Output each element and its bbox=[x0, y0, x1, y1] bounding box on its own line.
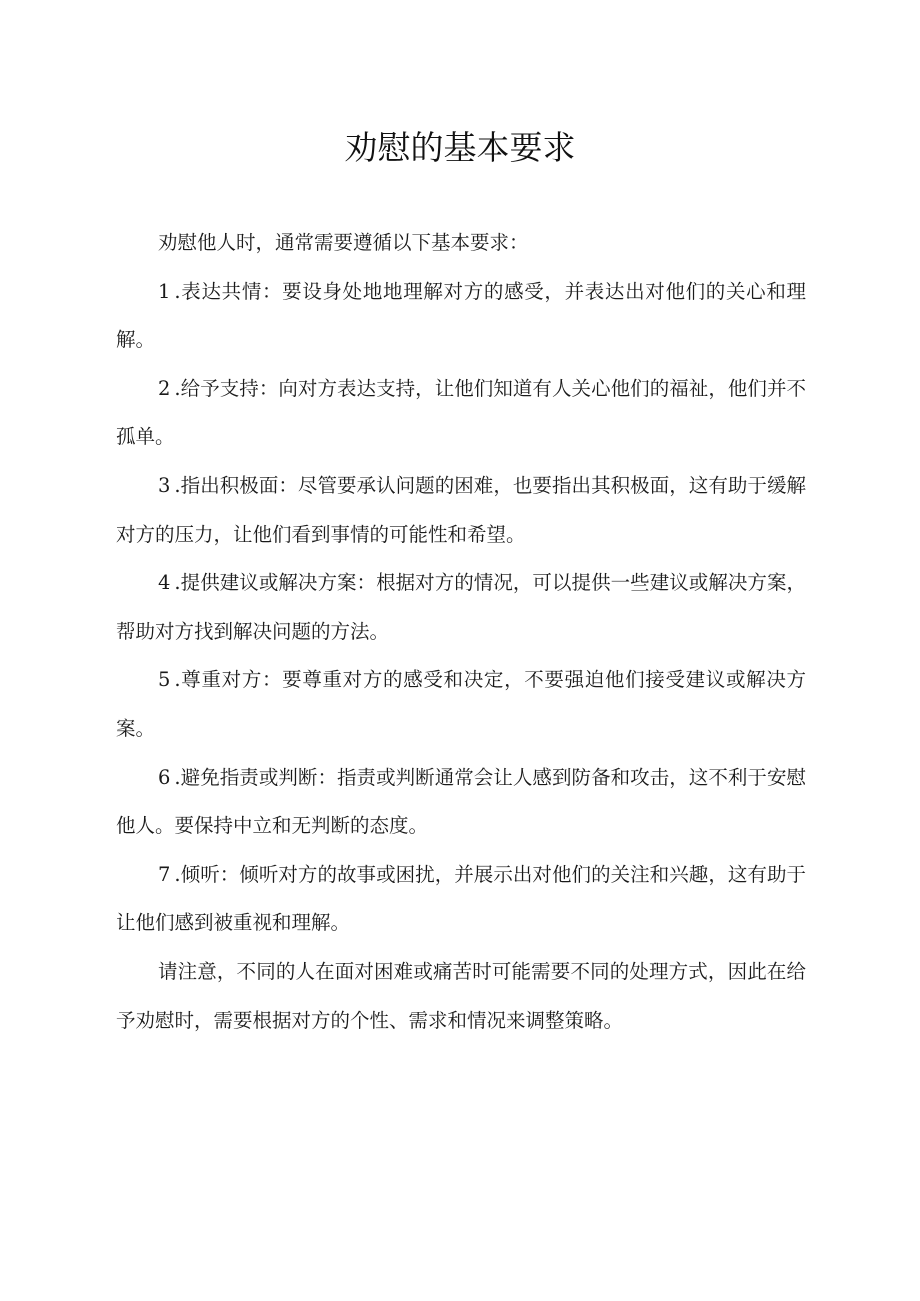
list-item bbox=[116, 559, 806, 656]
item-text: .倾听：倾听对方的故事或困扰，并展示出对他们的关注和兴趣，这有助于让他们感到被重视和理解。 bbox=[116, 862, 806, 935]
intro-paragraph: 劝慰他人时，通常需要遵循以下基本要求： bbox=[158, 231, 529, 254]
list-item bbox=[116, 656, 806, 753]
list-item bbox=[116, 365, 806, 462]
item-text: .提供建议或解决方案：根据对方的情况，可以提供一些建议或解决方案，帮助对方找到解决问题的方法。 bbox=[116, 571, 806, 643]
item-number: 1 bbox=[158, 279, 171, 303]
item-number: 4 bbox=[158, 571, 171, 595]
list-item bbox=[116, 851, 806, 948]
document-title: 劝慰的基本要求 bbox=[344, 128, 576, 167]
item-number: 5 bbox=[158, 668, 171, 692]
list-item bbox=[116, 462, 806, 559]
item-text: .尊重对方：要尊重对方的感受和决定，不要强迫他们接受建议或解决方案。 bbox=[116, 668, 806, 740]
item-text: .表达共情：要设身处地地理解对方的感受，并表达出对他们的关心和理解。 bbox=[116, 279, 806, 352]
closing-paragraph: 请注意，不同的人在面对困难或痛苦时可能需要不同的处理方式，因此在给予劝慰时，需要根据对方的个性、需求和情况来调整策略。 bbox=[116, 959, 806, 1032]
item-text: .指出积极面：尽管要承认问题的困难，也要指出其积极面，这有助于缓解对方的压力，让他们看到事情的可能性和希望。 bbox=[116, 473, 806, 546]
item-number: 2 bbox=[158, 376, 171, 400]
item-text: .避免指责或判断：指责或判断通常会让人感到防备和攻击，这不利于安慰他人。要保持中立和无判断的态度。 bbox=[116, 765, 806, 838]
list-item bbox=[116, 754, 806, 851]
document-body bbox=[116, 219, 806, 1045]
item-text: .给予支持：向对方表达支持，让他们知道有人关心他们的福祉，他们并不孤单。 bbox=[116, 376, 806, 449]
item-number: 7 bbox=[158, 862, 171, 886]
item-number: 3 bbox=[158, 473, 171, 497]
list-item bbox=[116, 268, 806, 365]
item-number: 6 bbox=[158, 765, 171, 789]
